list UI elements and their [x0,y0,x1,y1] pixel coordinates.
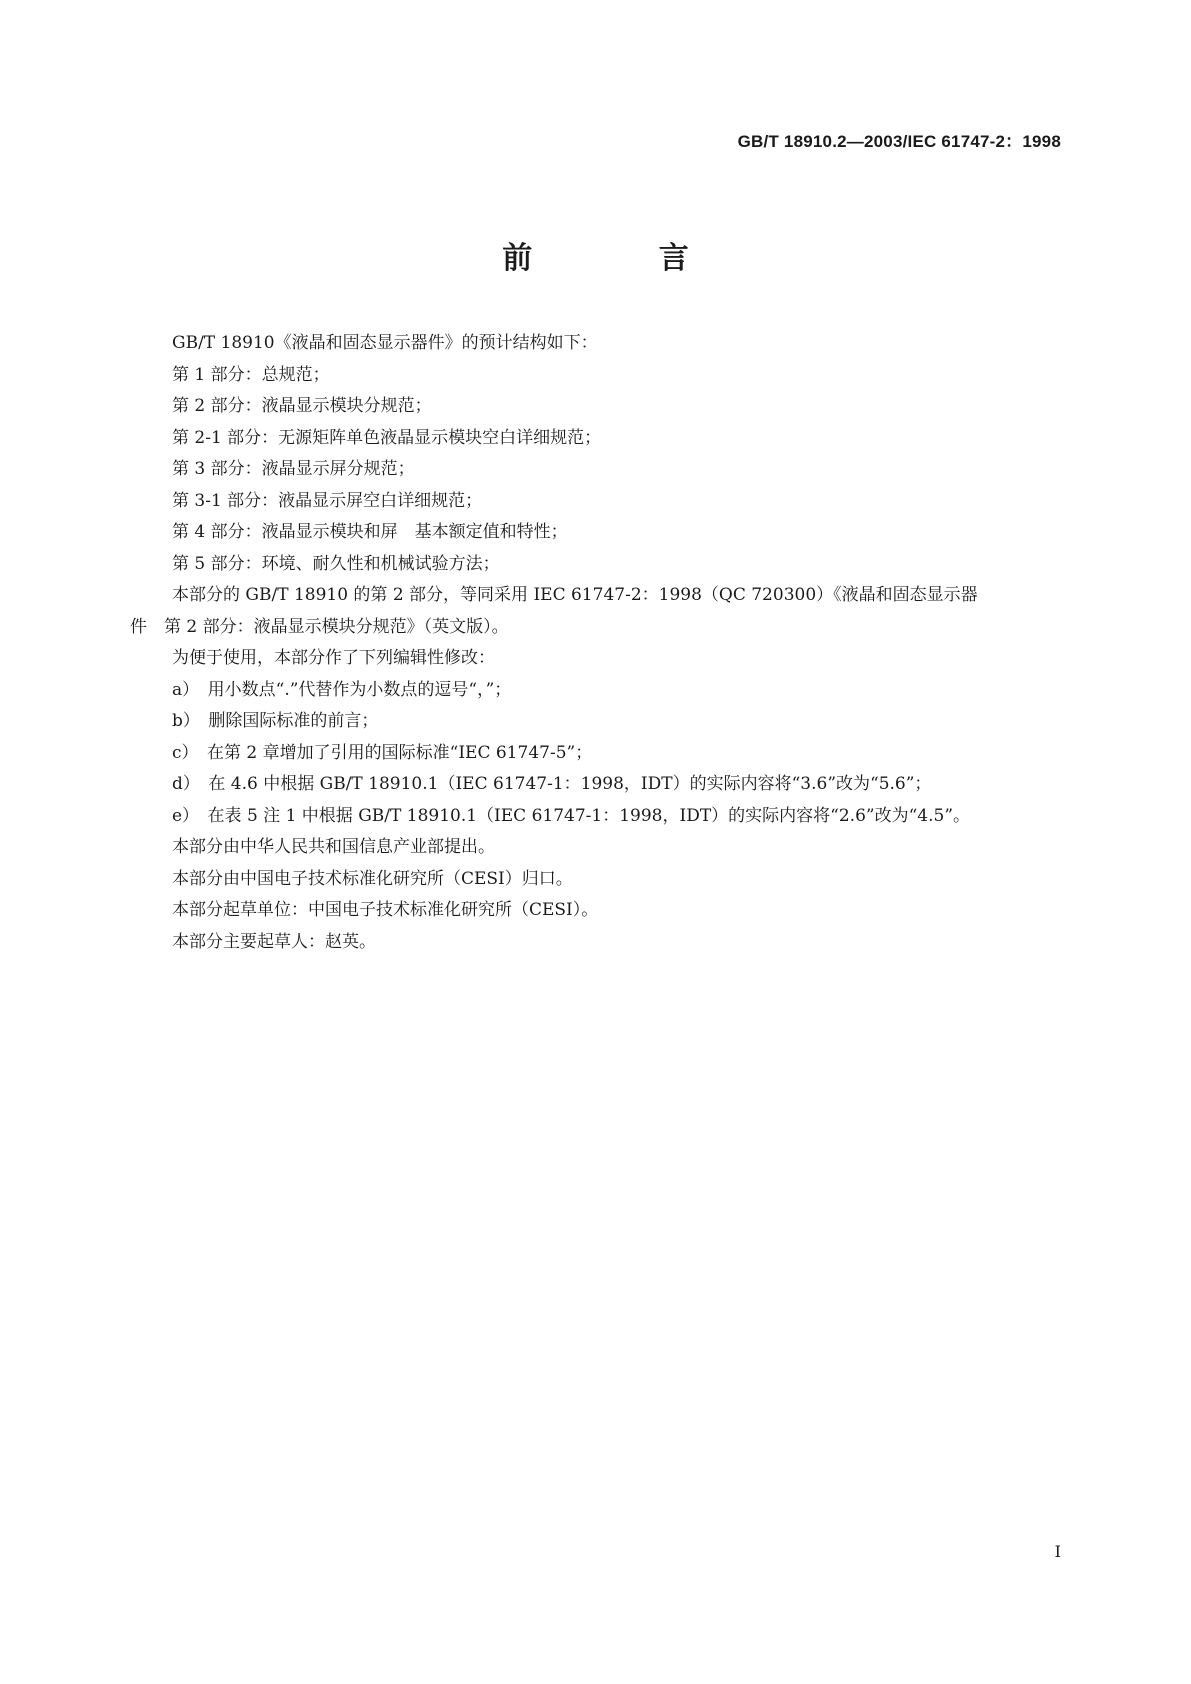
foreword-title: 前 言 [502,241,747,276]
foreword-body [130,328,1060,958]
list-item-edit-a: a） 用小数点“.”代替作为小数点的逗号“，”； [172,679,512,700]
paragraph-part-2: 第 2 部分：液晶显示模块分规范； [172,396,432,416]
paragraph-part-5: 第 5 部分：环境、耐久性和机械试验方法； [172,553,500,574]
paragraph-part-1: 第 1 部分：总规范； [172,364,330,385]
standard-code-header: GB/T 18910.2—2003/IEC 61747-2：1998 [737,132,1061,151]
paragraph-adoption-line-2: 件 第 2 部分：液晶显示模块分规范》（英文版）。 [130,616,509,637]
paragraph-part-2-1: 第 2-1 部分：无源矩阵单色液晶显示模块空白详细规范； [172,427,602,448]
list-item-edit-e: e） 在表 5 注 1 中根据 GB/T 18910.1（IEC 61747-1：1998，IDT）的实际内容将“2.6”改为“4.5”。 [172,805,971,826]
paragraph-adoption-line-1: 本部分的 GB/T 18910 的第 2 部分，等同采用 IEC 61747-2：1998（QC 720300）《液晶和固态显示器 [172,585,978,605]
paragraph-administrator: 本部分由中国电子技术标准化研究所（CESI）归口。 [172,868,573,889]
paragraph-part-3: 第 3 部分：液晶显示屏分规范； [172,459,415,479]
list-item-edit-b: b） 删除国际标准的前言； [172,711,379,731]
paragraph-part-4: 第 4 部分：液晶显示模块和屏 基本额定值和特性； [172,522,568,542]
list-item-edit-d: d） 在 4.6 中根据 GB/T 18910.1（IEC 61747-1：1998，IDT）的实际内容将“3.6”改为“5.6”； [172,774,932,794]
paragraph-edits-intro: 为便于使用，本部分作了下列编辑性修改： [172,648,495,668]
list-item-edit-c: c） 在第 2 章增加了引用的国际标准“IEC 61747-5”； [172,742,593,763]
paragraph-drafting-unit: 本部分起草单位：中国电子技术标准化研究所（CESI）。 [172,900,599,920]
page-number: I [1054,1542,1061,1561]
paragraph-proposer: 本部分由中华人民共和国信息产业部提出。 [172,837,495,857]
paragraph-part-3-1: 第 3-1 部分：液晶显示屏空白详细规范； [172,490,483,511]
paragraph-drafter: 本部分主要起草人：赵英。 [172,931,376,952]
paragraph-structure-intro: GB/T 18910《液晶和固态显示器件》的预计结构如下： [172,333,598,353]
